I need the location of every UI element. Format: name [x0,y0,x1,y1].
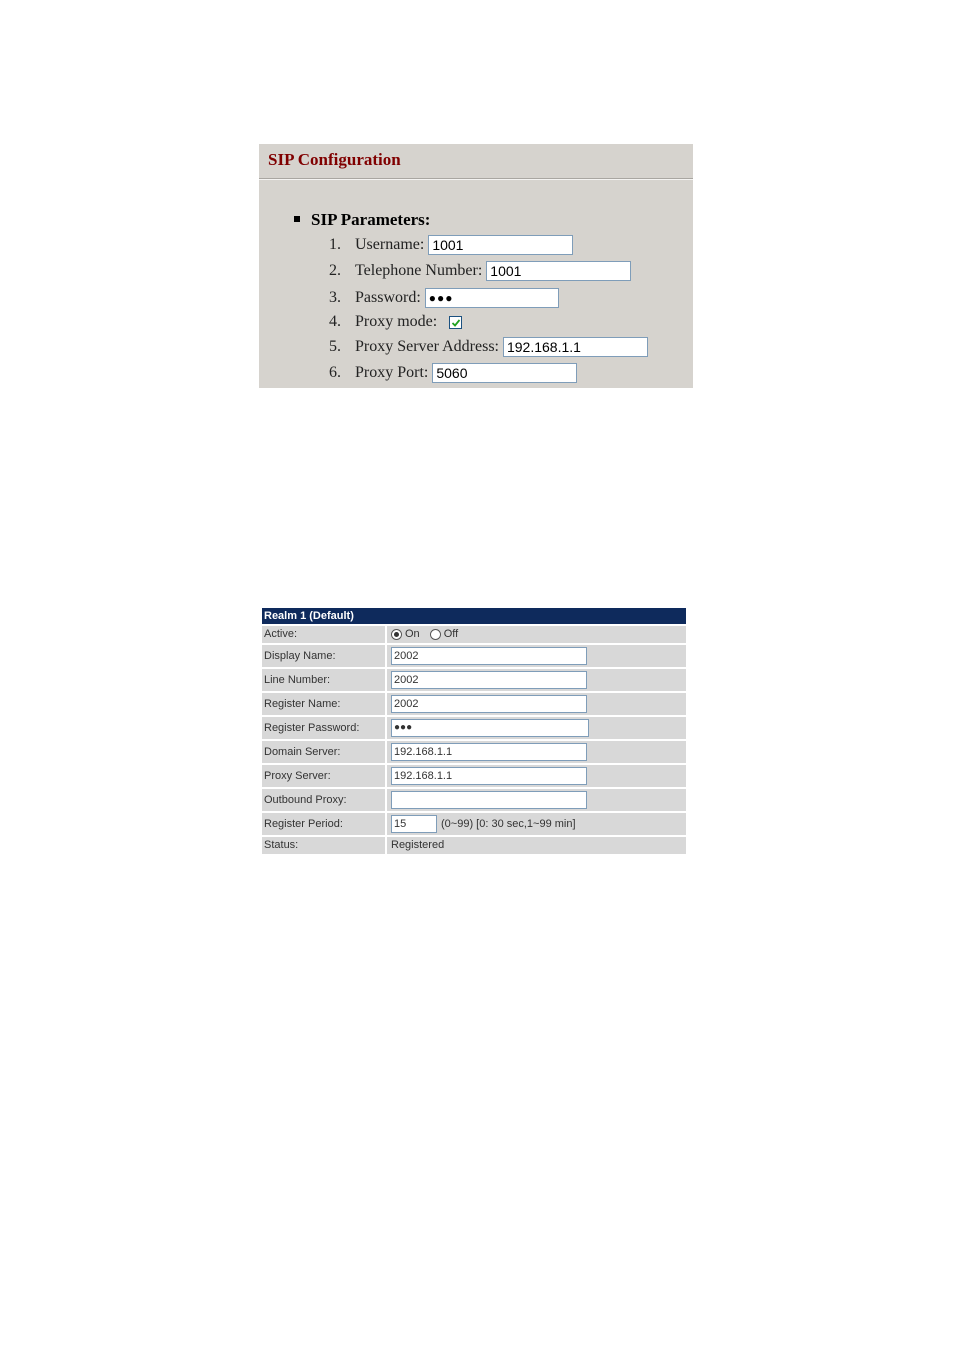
telephone-number-row [329,259,631,283]
row-number: 5. [329,338,341,355]
register-period-hint: (0~99) [0: 30 sec,1~99 min] [441,818,576,830]
sip-panel-title: SIP Configuration [268,150,401,169]
proxy-port-label: Proxy Port: [355,364,429,381]
proxy-mode-label: Proxy mode: [355,313,438,330]
line-number-row [262,669,686,691]
row-number: 4. [329,313,341,330]
active-on-radio[interactable] [391,629,402,640]
proxy-server-address-row [329,335,648,359]
password-row [329,286,559,310]
active-options [387,626,686,643]
realm-header: Realm 1 (Default) [262,608,686,624]
section-label: SIP Parameters: [311,210,431,229]
proxy-port-input[interactable]: 5060 [432,363,577,383]
domain-server-label: Domain Server: [262,741,385,763]
username-row [329,233,573,257]
proxy-port-row [329,361,577,385]
register-name-input[interactable]: 2002 [391,695,587,713]
display-name-row [262,645,686,667]
proxy-server-address-label: Proxy Server Address: [355,338,499,355]
active-label: Active: [262,626,385,643]
proxy-server-row [262,765,686,787]
outbound-proxy-row [262,789,686,811]
username-input[interactable]: 1001 [428,235,573,255]
domain-server-row [262,741,686,763]
status-value: Registered [387,837,686,854]
proxy-server-input[interactable]: 192.168.1.1 [391,767,587,785]
realm-settings-panel [262,608,686,856]
radio-selected-dot [394,632,399,637]
register-period-input[interactable]: 15 [391,815,437,833]
domain-server-input[interactable]: 192.168.1.1 [391,743,587,761]
title-divider [259,178,693,180]
password-label: Password: [355,289,421,306]
status-row [262,837,686,854]
outbound-proxy-input[interactable] [391,791,587,809]
display-name-input[interactable]: 2002 [391,647,587,665]
row-number: 1. [329,236,341,253]
checkmark-icon [451,318,461,328]
active-off-label: Off [443,628,459,640]
password-input[interactable]: ●●● [425,288,559,308]
proxy-server-address-input[interactable]: 192.168.1.1 [503,337,648,357]
proxy-server-label: Proxy Server: [262,765,385,787]
active-off-radio[interactable] [430,629,441,640]
row-number: 2. [329,262,341,279]
status-label: Status: [262,837,385,854]
proxy-mode-row [329,310,462,334]
register-name-label: Register Name: [262,693,385,715]
register-period-label: Register Period: [262,813,385,835]
display-name-label: Display Name: [262,645,385,667]
register-password-label: Register Password: [262,717,385,739]
register-password-row [262,717,686,739]
active-on-label: On [405,628,420,640]
register-password-input[interactable]: ●●● [391,719,589,737]
row-number: 3. [329,289,341,306]
telephone-number-input[interactable]: 1001 [486,261,631,281]
bullet-icon [294,216,300,222]
row-number: 6. [329,364,341,381]
proxy-mode-checkbox[interactable] [449,316,462,329]
register-period-row [262,813,686,835]
sip-configuration-panel [259,144,693,388]
line-number-input[interactable]: 2002 [391,671,587,689]
outbound-proxy-label: Outbound Proxy: [262,789,385,811]
register-name-row [262,693,686,715]
telephone-number-label: Telephone Number: [355,262,483,279]
username-label: Username: [355,236,425,253]
line-number-label: Line Number: [262,669,385,691]
active-row [262,626,686,643]
sip-parameters-heading [294,210,430,230]
